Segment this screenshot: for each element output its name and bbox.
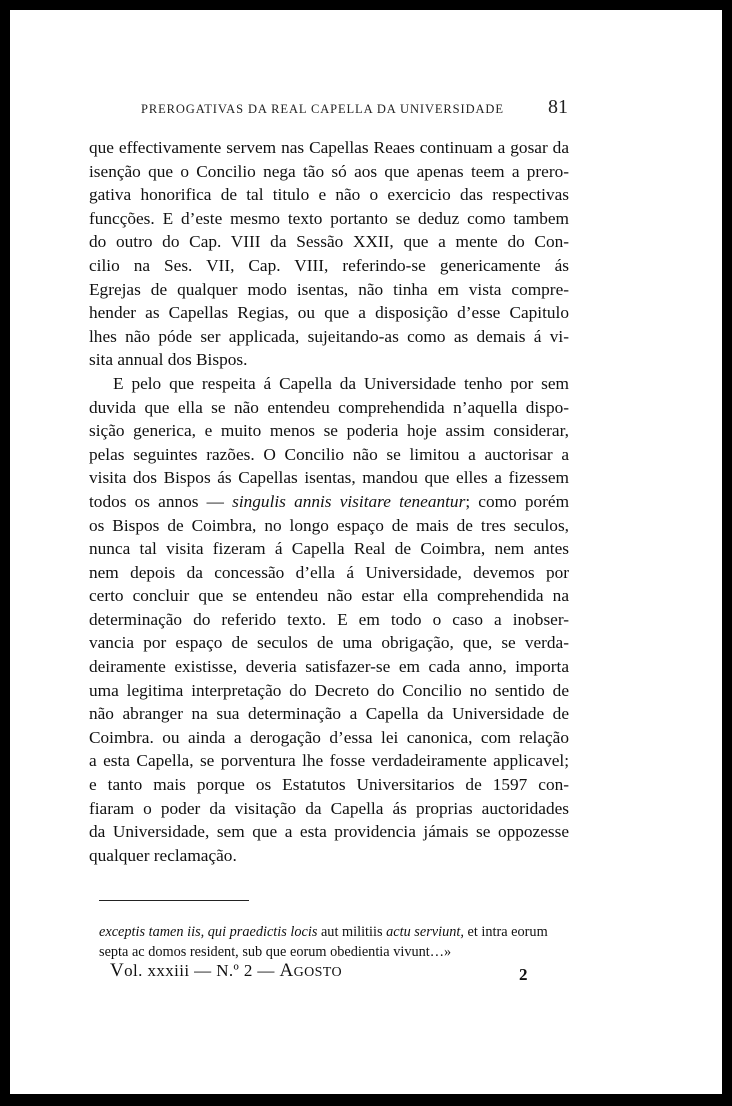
text-line: uma legitima interpretação do Decreto do Concilio no sentido de (89, 680, 569, 700)
footnote-text: aut militiis (317, 924, 387, 940)
line-end: ; como porém (465, 491, 570, 511)
text-line: cilio na Ses. VII, Cap. VIII, referindo-se genericamente ás (89, 255, 569, 275)
book-page (10, 10, 722, 1094)
text-line: vancia por espaço de seculos de uma obrigação, que, se verda- (89, 633, 569, 653)
text-line: nunca tal visita fizeram á Capella Real de Coimbra, nem antes (89, 539, 569, 559)
text-line: isenção que o Concilio nega tão só aos que apenas teem a prero- (89, 161, 569, 181)
text-line: certo concluir que se entendeu não estar ella comprehendida na (89, 586, 569, 606)
footnote-rule (99, 900, 249, 901)
text-line: do outro do Cap. VIII da Sessão XXII, que a mente do Con- (89, 232, 569, 252)
text-line: visita dos Bispos ás Capellas isentas, mandou que elles a fizessem (89, 468, 569, 488)
text-line: que effectivamente servem nas Capellas Reaes continuam a gosar da (89, 138, 569, 157)
latin-quote: singulis annis visitare teneantur (232, 491, 466, 511)
text-line: Coimbra. ou ainda a derogação d’essa lei canonica, com relação (89, 727, 569, 747)
text-line: deiramente existisse, deveria satisfazer-se em cada anno, importa (89, 657, 569, 677)
text-line: pelas seguintes razões. O Concilio não se limitou a auctorisar a (89, 444, 569, 464)
text-line: nem depois da concessão d’ella á Universidade, devemos por (89, 562, 569, 582)
text-line: gativa honorifica de tal titulo e não o exercicio das respectivas (89, 185, 569, 205)
text-line: não abranger na sua determinação a Capella da Universidade de (89, 704, 569, 724)
volume-text: ol. xxxiii — N.º 2 — (124, 961, 280, 980)
text-line: fiaram o poder da visitação da Capella ás proprias auctoridades (89, 798, 569, 818)
footnote (99, 922, 565, 962)
text-line: sição generica, e muito menos se poderia hoje assim considerar, (89, 421, 569, 441)
text-line: a esta Capella, se porventura lhe fosse verdadeiramente applicavel; (89, 751, 569, 771)
text-line: qualquer reclamação. (89, 845, 237, 865)
page-number: 81 (548, 96, 568, 118)
volume-signature (110, 960, 342, 982)
text-line: determinação do referido texto. E em todo o caso a inobser- (89, 609, 569, 629)
volume-initial: V (110, 960, 125, 981)
text-line: e tanto mais porque os Estatutos Universitarios de 1597 con- (89, 775, 569, 795)
running-title: PREROGATIVAS DA REAL CAPELLA DA UNIVERSIDADE (141, 102, 504, 116)
text-line: os Bispos de Coimbra, no longo espaço de mais de tres seculos, (89, 515, 569, 535)
text-line: Egrejas de qualquer modo isentas, não tinha em vista compre- (89, 279, 569, 299)
text-line: duvida que ella se não entendeu comprehendida n’aquella dispo- (89, 397, 569, 417)
text-line-with-latin (89, 490, 569, 514)
body-text (89, 136, 569, 867)
text-line: lhes não póde ser applicada, sujeitando-as como as demais á vi- (89, 326, 569, 346)
month-initial: A (279, 960, 294, 981)
footnote-latin: actu serviunt, (386, 924, 464, 940)
text-line: hender as Capellas Regias, ou que a disposição d’esse Capitulo (89, 303, 569, 323)
text-line: da Universidade, sem que a esta providencia jámais se oppozesse (89, 822, 569, 842)
text-line: sita annual dos Bispos. (89, 350, 248, 370)
month-text: GOSTO (293, 965, 343, 980)
sheet-signature-mark: 2 (519, 965, 528, 984)
footnote-text: et intra eorum septa ac domos resident, sub que eorum obedientia vivunt…» (99, 924, 548, 960)
line-start: todos os annos — (89, 491, 224, 511)
text-line: funcções. E d’este mesmo texto portanto se deduz como tambem (89, 208, 569, 228)
footnote-latin: exceptis tamen iis, qui praedictis locis (99, 924, 318, 940)
text-line: E pelo que respeita á Capella da Universidade tenho por sem (113, 373, 569, 393)
